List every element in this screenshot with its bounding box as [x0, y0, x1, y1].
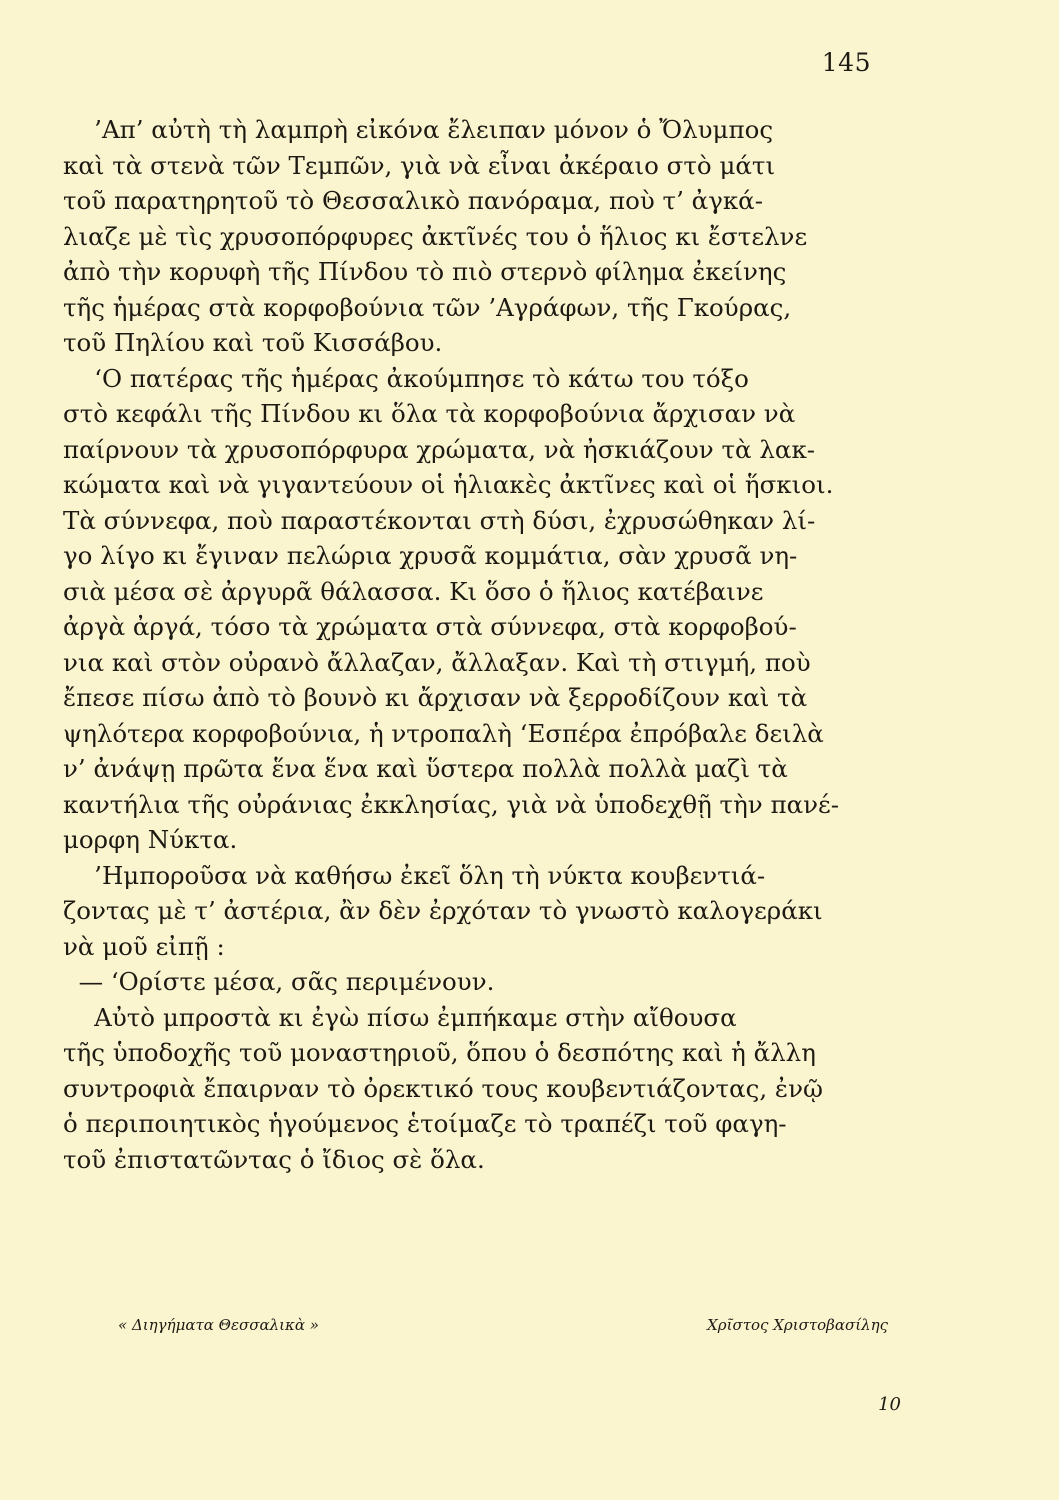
text-line: ἀπὸ τὴν κορυφὴ τῆς Πίνδου τὸ πιὸ στερνὸ φίλημα ἐκείνης	[63, 257, 787, 286]
text-line: ‘Ο πατέρας τῆς ἡμέρας ἀκούμπησε τὸ κάτω του τόξο	[63, 363, 749, 393]
text-line: γο λίγο κι ἔγιναν πελώρια χρυσᾶ κομμάτια, σὰν χρυσᾶ νη-	[63, 541, 798, 570]
text-line: τοῦ Πηλίου καὶ τοῦ Κισσάβου.	[63, 328, 443, 357]
text-line: τοῦ ἐπιστατῶντας ὁ ἴδιος σὲ ὅλα.	[63, 1144, 485, 1174]
text-line: τῆς ὑποδοχῆς τοῦ μοναστηριοῦ, ὅπου ὁ δεσπότης καὶ ἡ ἄλλη	[63, 1038, 816, 1067]
text-line: κώματα καὶ νὰ γιγαντεύουν οἱ ἡλιακὲς ἀκτῖνες καὶ οἱ ἥσκιοι.	[63, 470, 834, 499]
text-line: ἔπεσε πίσω ἀπὸ τὸ βουνὸ κι ἄρχισαν νὰ ξερροδίζουν καὶ τὰ	[63, 683, 808, 712]
text-line: ν’ ἀνάψῃ πρῶτα ἕνα ἕνα καὶ ὕστερα πολλὰ πολλὰ μαζὶ τὰ	[63, 754, 788, 783]
source-title: « Διηγήματα Θεσσαλικὰ »	[118, 1316, 319, 1334]
text-line: ’Απ’ αὐτὴ τὴ λαμπρὴ εἰκόνα ἔλειπαν μόνον ὁ Ὄλυμπος	[63, 115, 774, 144]
text-line: νια καὶ στὸν οὐρανὸ ἄλλαζαν, ἄλλαξαν. Καὶ τὴ στιγμή, ποὺ	[63, 647, 811, 677]
text-line: μορφη Νύκτα.	[63, 825, 238, 854]
text-line: Τὰ σύννεφα, ποὺ παραστέκονται στὴ δύσι, ἐχρυσώθηκαν λί-	[63, 505, 816, 535]
text-line: ὁ περιποιητικὸς ἡγούμενος ἑτοίμαζε τὸ τραπέζι τοῦ φαγη-	[63, 1109, 787, 1138]
text-line: σιὰ μέσα σὲ ἀργυρᾶ θάλασσα. Κι ὅσο ὁ ἥλιος κατέβαινε	[63, 576, 764, 606]
signature-mark: 10	[878, 1394, 901, 1415]
text-line: παίρνουν τὰ χρυσοπόρφυρα χρώματα, νὰ ἠσκιάζουν τὰ λακ-	[63, 434, 816, 464]
text-line: ζοντας μὲ τ’ ἀστέρια, ἂν δὲν ἐρχόταν τὸ γνωστὸ καλογεράκι	[63, 896, 823, 925]
text-line: λιαζε μὲ τὶς χρυσοπόρφυρες ἀκτῖνές του ὁ ἥλιος κι ἔστελνε	[63, 221, 808, 251]
author-name: Χρῖστος Χριστοβασίλης	[707, 1316, 888, 1334]
body-text	[63, 112, 883, 1177]
text-line: ἀργὰ ἀργά, τόσο τὰ χρώματα στὰ σύννεφα, στὰ κορφοβού-	[63, 612, 797, 641]
page-number: 145	[821, 48, 871, 77]
text-line: συντροφιὰ ἔπαιρναν τὸ ὀρεκτικό τους κουβεντιάζοντας, ἐνῷ	[63, 1073, 823, 1103]
text-line: τῆς ἡμέρας στὰ κορφοβούνια τῶν ’Αγράφων, τῆς Γκούρας,	[63, 292, 792, 322]
text-line: νὰ μοῦ εἰπῇ :	[63, 931, 225, 961]
text-line: ’Ημποροῦσα νὰ καθήσω ἐκεῖ ὅλη τὴ νύκτα κουβεντιά-	[63, 860, 766, 890]
text-line: ψηλότερα κορφοβούνια, ἡ ντροπαλὴ ‘Εσπέρα ἐπρόβαλε δειλὰ	[63, 718, 824, 748]
text-line: στὸ κεφάλι τῆς Πίνδου κι ὅλα τὰ κορφοβούνια ἄρχισαν νὰ	[63, 399, 796, 428]
text-line: — ‘Ορίστε μέσα, σᾶς περιμένουν.	[63, 967, 495, 996]
footer	[118, 1316, 888, 1334]
text-line: Αὐτὸ μπροστὰ κι ἐγὼ πίσω ἐμπήκαμε στὴν αἴθουσα	[63, 1002, 737, 1032]
text-line: καντήλια τῆς οὐράνιας ἐκκλησίας, γιὰ νὰ ὑποδεχθῇ τὴν πανέ-	[63, 789, 839, 819]
text-line: τοῦ παρατηρητοῦ τὸ Θεσσαλικὸ πανόραμα, ποὺ τ’ ἀγκά-	[63, 186, 763, 215]
text-line: καὶ τὰ στενὰ τῶν Τεμπῶν, γιὰ νὰ εἶναι ἀκέραιο στὸ μάτι	[63, 150, 776, 180]
